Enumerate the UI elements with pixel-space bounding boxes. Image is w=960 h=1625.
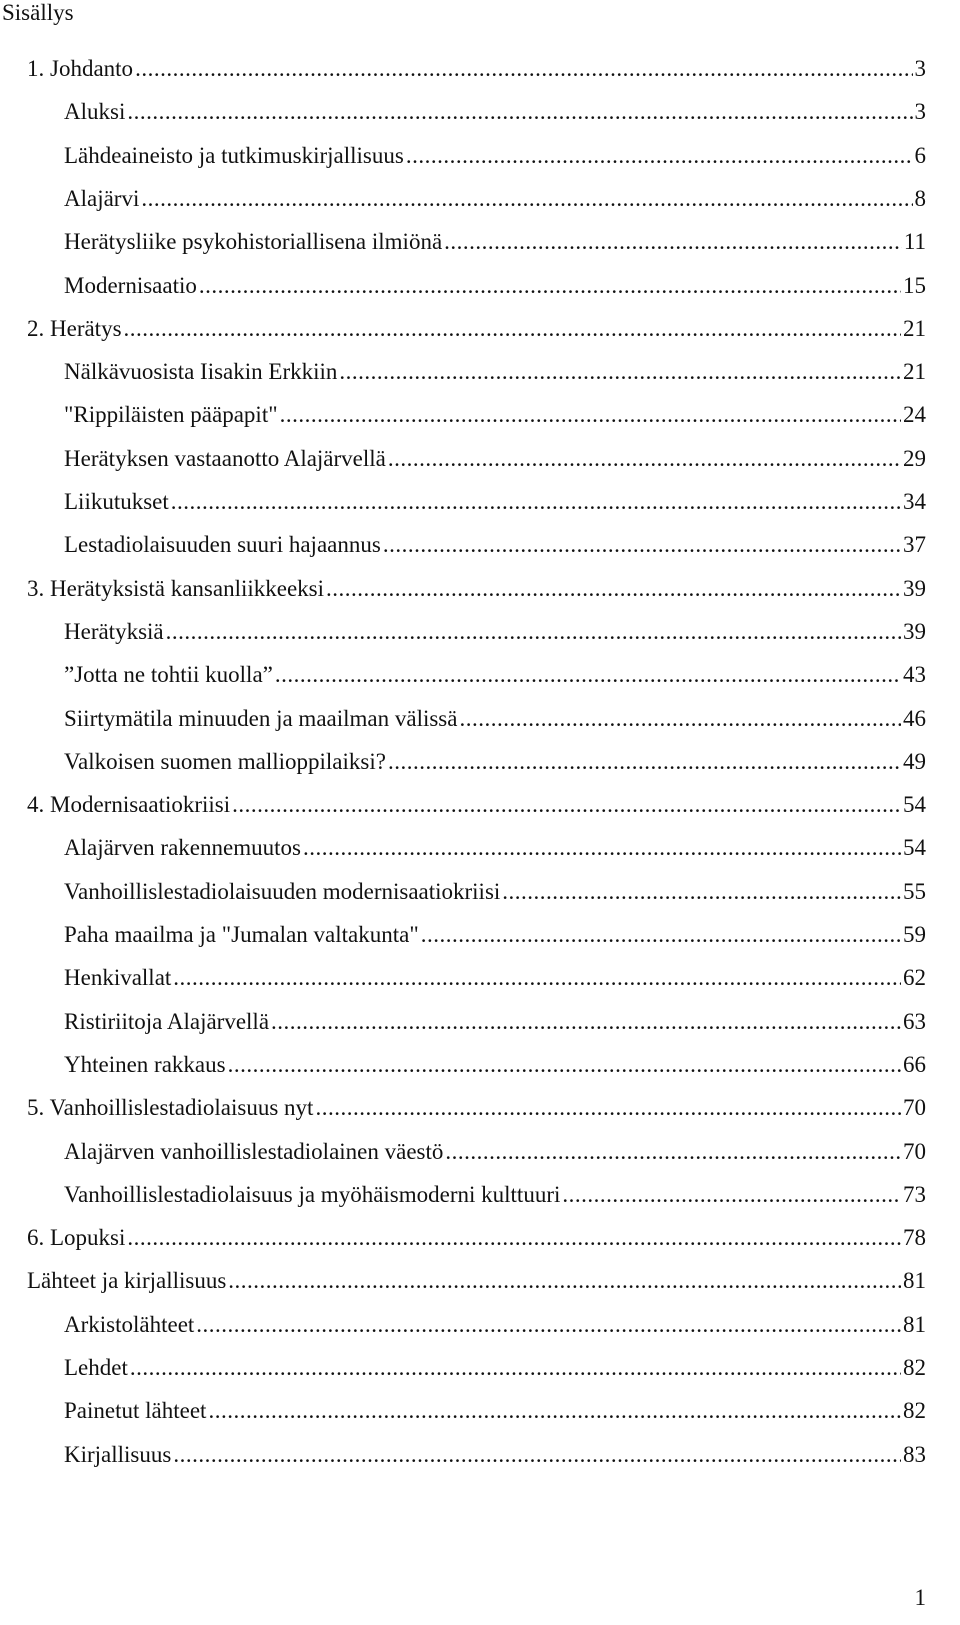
toc-entry-title: Valkoisen suomen mallioppilaiksi? — [64, 748, 386, 774]
toc-entry-page: 82 — [903, 1396, 926, 1426]
toc-entry-title: Herätyksiä — [64, 618, 164, 644]
toc-entry[interactable] — [64, 1050, 926, 1080]
toc-entry-title: Liikutukset — [64, 489, 169, 514]
dot-leader — [173, 1440, 901, 1470]
toc-entry-title: Painetut lähteet — [64, 1398, 207, 1424]
dot-leader — [228, 1050, 901, 1080]
toc-entry[interactable] — [64, 704, 926, 734]
toc-entry[interactable] — [64, 530, 926, 560]
toc-entry-title: Siirtymätila minuuden ja maailman välissä — [64, 705, 458, 731]
dot-leader — [271, 1007, 901, 1037]
toc-entry[interactable] — [64, 833, 926, 863]
toc-entry-title: Arkistolähteet — [64, 1311, 195, 1337]
toc-entry[interactable] — [27, 54, 926, 84]
dot-leader — [232, 790, 901, 820]
toc-entry-page: 11 — [904, 227, 926, 257]
dot-leader — [445, 1137, 901, 1167]
toc-entry-page: 70 — [903, 1093, 926, 1123]
toc-entry-title: 4. Modernisaatiokriisi — [27, 792, 231, 818]
toc-entry-title: Kirjallisuus — [64, 1441, 172, 1467]
dot-leader — [326, 574, 901, 604]
toc-entry-page: 3 — [915, 54, 927, 84]
toc-entry-page: 63 — [903, 1007, 926, 1037]
toc-entry-title: 5. Vanhoillislestadiolaisuus nyt — [27, 1095, 314, 1121]
toc-entry[interactable] — [64, 97, 926, 127]
dot-leader — [166, 617, 901, 647]
toc-entry-title: Lehdet — [64, 1355, 128, 1380]
dot-leader — [383, 530, 901, 560]
dot-leader — [303, 833, 901, 863]
toc-entry[interactable] — [27, 1223, 926, 1253]
dot-leader — [339, 357, 901, 387]
toc-entry[interactable] — [64, 487, 926, 517]
toc-entry-title: 6. Lopuksi — [27, 1225, 126, 1251]
toc-entry-title: 1. Johdanto — [27, 56, 134, 81]
dot-leader — [196, 1310, 901, 1340]
toc-entry-page: 62 — [903, 963, 926, 993]
dot-leader — [275, 660, 901, 690]
toc-entry-title: Herätyksen vastaanotto Alajärvellä — [64, 445, 386, 471]
toc-entry-title: Vanhoillislestadiolaisuuden modernisaatiokriisi — [64, 878, 501, 904]
dot-leader — [388, 444, 901, 474]
toc-entry[interactable] — [64, 617, 926, 647]
toc-entry-page: 81 — [903, 1310, 926, 1340]
toc-entry[interactable] — [64, 963, 926, 993]
toc-entry-page: 24 — [903, 400, 926, 430]
toc-entry[interactable] — [27, 574, 926, 604]
toc-entry-title: Ristiriitoja Alajärvellä — [64, 1008, 270, 1034]
dot-leader — [127, 1223, 901, 1253]
toc-entry-page: 49 — [903, 747, 926, 777]
toc-entry[interactable] — [64, 1180, 926, 1210]
dot-leader — [141, 184, 912, 214]
toc-entry-title: Modernisaatio — [64, 272, 197, 298]
dot-leader — [388, 747, 901, 777]
dot-leader — [127, 97, 912, 127]
toc-entry-title: 2. Herätys — [27, 315, 122, 341]
toc-entry-page: 83 — [903, 1440, 926, 1470]
toc-entry[interactable] — [64, 444, 926, 474]
toc-entry[interactable] — [64, 227, 926, 257]
toc-entry-page: 54 — [903, 790, 926, 820]
toc-entry-page: 70 — [903, 1137, 926, 1167]
toc-entry-page: 55 — [903, 877, 926, 907]
toc-entry-title: Nälkävuosista Iisakin Erkkiin — [64, 359, 338, 385]
toc-entry[interactable] — [64, 141, 926, 171]
toc-entry-title: "Rippiläisten pääpapit" — [64, 402, 278, 428]
dot-leader — [130, 1353, 901, 1383]
toc-entry[interactable] — [27, 1093, 926, 1123]
toc-entry-page: 82 — [903, 1353, 926, 1383]
toc-entry-page: 39 — [903, 617, 926, 647]
toc-entry-page: 6 — [915, 141, 927, 171]
toc-entry-title: Vanhoillislestadiolaisuus ja myöhäismoderni kulttuuri — [64, 1181, 561, 1207]
toc-entry-page: 21 — [903, 357, 926, 387]
toc-entry[interactable] — [64, 877, 926, 907]
toc-entry-title: Lestadiolaisuuden suuri hajaannus — [64, 532, 381, 558]
toc-entry[interactable] — [64, 747, 926, 777]
toc-entry-page: 46 — [903, 704, 926, 734]
toc-entry[interactable] — [64, 357, 926, 387]
toc-entry-page: 29 — [903, 444, 926, 474]
toc-entry-title: Alajärven rakennemuutos — [64, 835, 301, 861]
dot-leader — [124, 314, 901, 344]
page-title: Sisällys — [2, 0, 74, 25]
toc-entry[interactable] — [27, 314, 926, 344]
toc-entry-title: Alajärven vanhoillislestadiolainen väestö — [64, 1138, 444, 1164]
dot-leader — [421, 920, 901, 950]
toc-entry[interactable] — [64, 1353, 926, 1383]
toc-entry[interactable] — [64, 400, 926, 430]
toc-entry[interactable] — [64, 184, 926, 214]
toc-entry[interactable] — [64, 271, 926, 301]
toc-entry-page: 73 — [903, 1180, 926, 1210]
dot-leader — [502, 877, 901, 907]
dot-leader — [562, 1180, 901, 1210]
toc-entry-page: 8 — [915, 184, 927, 214]
toc-entry-page: 54 — [903, 833, 926, 863]
dot-leader — [173, 963, 901, 993]
toc-entry-page: 15 — [903, 271, 926, 301]
toc-entry-title: Lähdeaineisto ja tutkimuskirjallisuus — [64, 142, 404, 168]
toc-entry[interactable] — [64, 660, 926, 690]
toc-entry-page: 21 — [903, 314, 926, 344]
dot-leader — [280, 400, 901, 430]
toc-entry[interactable] — [64, 1007, 926, 1037]
toc-entry[interactable] — [64, 920, 926, 950]
toc-entry-title: Herätysliike psykohistoriallisena ilmiönä — [64, 229, 443, 255]
toc-entry[interactable] — [64, 1310, 926, 1340]
toc-entry[interactable] — [27, 1266, 926, 1296]
toc-entry-page: 37 — [903, 530, 926, 560]
toc-entry-page: 81 — [903, 1266, 926, 1296]
toc-entry-page: 39 — [903, 574, 926, 604]
dot-leader — [444, 227, 902, 257]
dot-leader — [315, 1093, 901, 1123]
dot-leader — [406, 141, 913, 171]
toc-entry-title: Yhteinen rakkaus — [64, 1051, 226, 1077]
dot-leader — [228, 1266, 901, 1296]
toc-entry-page: 34 — [903, 487, 926, 517]
toc-entry-page: 66 — [903, 1050, 926, 1080]
toc-entry[interactable] — [27, 790, 926, 820]
toc-entry-title: Paha maailma ja "Jumalan valtakunta" — [64, 922, 419, 947]
dot-leader — [459, 704, 901, 734]
toc-entry-title: ”Jotta ne tohtii kuolla” — [64, 662, 273, 688]
toc-entry-page: 59 — [903, 920, 926, 950]
toc-entry-page: 43 — [903, 660, 926, 690]
toc-entry[interactable] — [64, 1137, 926, 1167]
dot-leader — [135, 54, 912, 84]
toc-entry-title: Aluksi — [64, 99, 126, 125]
toc-entry-title: 3. Herätyksistä kansanliikkeeksi — [27, 575, 325, 601]
toc-entry-title: Lähteet ja kirjallisuus — [27, 1268, 227, 1294]
toc-entry-page: 3 — [915, 97, 927, 127]
dot-leader — [171, 487, 901, 517]
toc-entry-title: Alajärvi — [64, 185, 140, 211]
dot-leader — [208, 1396, 901, 1426]
toc-entry[interactable] — [64, 1396, 926, 1426]
toc-entry-title: Henkivallat — [64, 965, 172, 991]
page-number: 1 — [914, 1585, 926, 1610]
toc-entry[interactable] — [64, 1440, 926, 1470]
toc-entry-page: 78 — [903, 1223, 926, 1253]
dot-leader — [199, 271, 901, 301]
